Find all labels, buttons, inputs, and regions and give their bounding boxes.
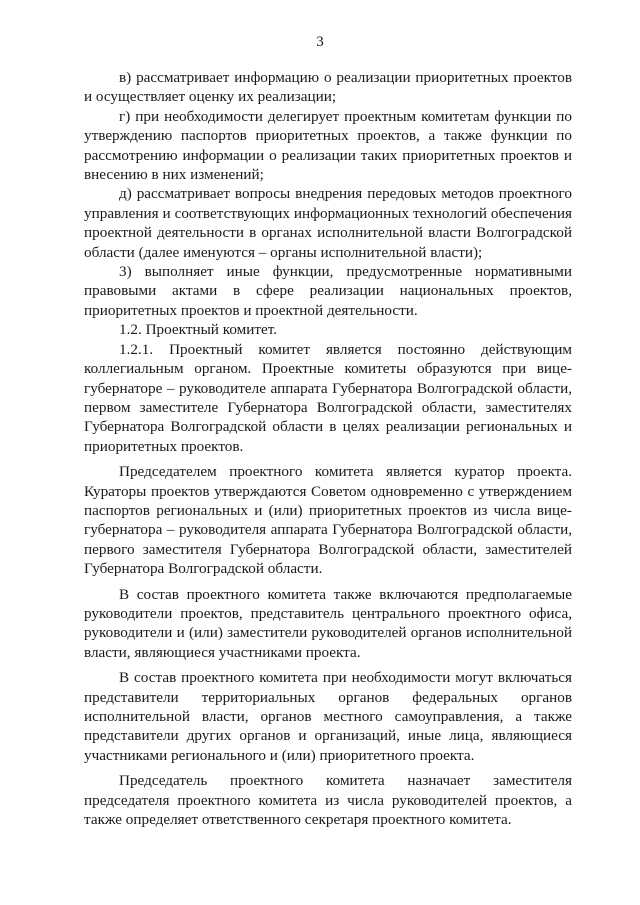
paragraph-1-2-1: 1.2.1. Проектный комитет является постоянно действующим коллегиальным органом. Проектные комитеты образуются при вице-губернаторе – руководителе аппарата Губернатора Волгоградской области, первом заместителе Губернатора Волгоградской области, заместителях Губернатора Волгоградской области в целях реализации региональных и приоритетных проектов.	[84, 340, 572, 455]
page-number: 3	[316, 34, 324, 50]
paragraph-additional-members: В состав проектного комитета при необходимости могут включаться представители территориальных органов федеральных органов исполнительной власти, органов местного самоуправления, а также представители других органов и организаций, иные лица, являющиеся участниками регионального и (или) приоритетного проекта.	[84, 669, 572, 764]
paragraph-chairman: Председателем проектного комитета является куратор проекта. Кураторы проектов утверждаются Советом одновременно с утверждением паспортов региональных и (или) приоритетных проектов из числа вице-губернатора – руководителя аппарата Губернатора Волгоградской области, первого заместителя Губернатора Волгоградской области, заместителей Губернатора Волгоградской области.	[84, 463, 572, 578]
document-body	[84, 68, 572, 829]
paragraph-item-g: г) при необходимости делегирует проектным комитетам функции по утверждению паспортов приоритетных проектов, а также функции по рассмотрению информации о реализации таких приоритетных проектов и внесению в них изменений;	[84, 107, 572, 184]
section-heading: 1.2. Проектный комитет.	[119, 321, 278, 339]
paragraph-item-3: 3) выполняет иные функции, предусмотренные нормативными правовыми актами в сфере реализации национальных проектов, приоритетных проектов и проектной деятельности.	[84, 263, 572, 319]
paragraph-item-d: д) рассматривает вопросы внедрения передовых методов проектного управления и соответствующих информационных технологий обеспечения проектной деятельности в органах исполнительной власти Волгоградской области (далее именуются – органы исполнительной власти);	[84, 185, 572, 261]
paragraph-deputy: Председатель проектного комитета назначает заместителя председателя проектного комитета из числа руководителей проектов, а также определяет ответственного секретаря проектного комитета.	[84, 772, 572, 829]
paragraph-composition: В состав проектного комитета также включаются предполагаемые руководители проектов, представитель центрального проектного офиса, руководители и (или) заместители руководителей органов исполнительной власти, являющиеся участниками проекта.	[84, 585, 572, 661]
paragraph-item-v: в) рассматривает информацию о реализации приоритетных проектов и осуществляет оценку их реализации;	[84, 69, 572, 106]
